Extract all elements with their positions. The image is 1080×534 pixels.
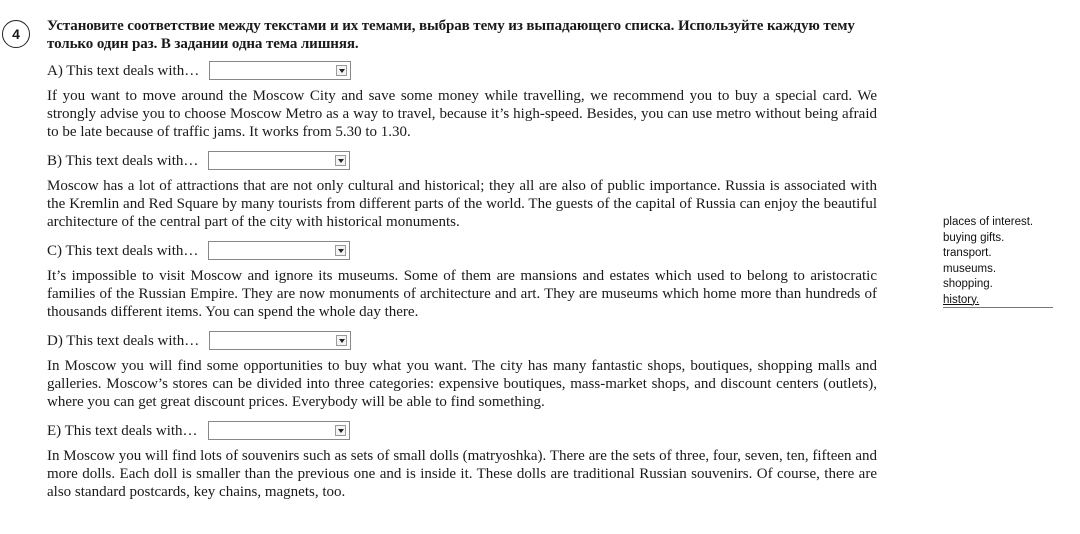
topic-option[interactable]: transport.	[943, 247, 992, 259]
topic-option[interactable]: museums.	[943, 262, 997, 275]
item-e-label: E) This text deals with…	[47, 422, 198, 439]
item-d-dropdown[interactable]	[209, 331, 351, 350]
topic-option[interactable]: history.	[943, 293, 980, 306]
item-c-text: It’s impossible to visit Moscow and ignore its museums. Some of them are mansions and estates which used to belong to aristocratic families of the Russian Empire. They are now monuments of architecture and art. They are museums which home more than hundreds of thousands different items. You can spend the whole day there.	[47, 268, 877, 320]
item-e-text: In Moscow you will find lots of souvenirs such as sets of small dolls (matryoshka). There are the sets of three, four, seven, ten, fifteen and more dolls. Each doll is smaller than the previous one and is inside it. These dolls are traditional Russian souvenirs. Of course, there are also standard postcards, key chains, magnets, too.	[47, 448, 877, 500]
chevron-down-icon[interactable]	[335, 155, 346, 166]
topic-option[interactable]: places of interest.	[943, 216, 1034, 228]
chevron-down-icon[interactable]	[335, 425, 346, 436]
item-d-text: In Moscow you will find some opportunities to buy what you want. The city has many fantastic shops, boutiques, shopping malls and galleries. Moscow’s stores can be divided into three categories: expensive boutiques, mass-market shops, and discount centers (outlets), where you can get great discount prices. Everybody will be able to find something.	[47, 358, 877, 410]
task-number-badge	[2, 20, 30, 48]
item-b-label: B) This text deals with…	[47, 152, 199, 169]
task-instruction: Установите соответствие между текстами и их темами, выбрав тему из выпадающего списка. Используйте каждую тему только один раз. В задании одна тема лишняя.	[47, 18, 855, 52]
chevron-down-icon[interactable]	[336, 335, 347, 346]
item-b-text: Moscow has a lot of attractions that are not only cultural and historical; they all are also of public importance. Russia is associated with the Kremlin and Red Square by many tourists from different parts of the world. The guests of the capital of Russia can enjoy the beautiful architecture of the central part of the city with historical monuments.	[47, 178, 877, 230]
item-e-row	[47, 420, 877, 441]
item-a-label: A) This text deals with…	[47, 62, 200, 79]
topic-option[interactable]: shopping.	[943, 278, 993, 290]
item-b-row	[47, 150, 877, 171]
item-a-dropdown[interactable]	[209, 61, 351, 80]
chevron-down-icon[interactable]	[335, 245, 346, 256]
item-a-row	[47, 60, 877, 81]
task-number: 4	[12, 26, 20, 42]
chevron-down-icon[interactable]	[336, 65, 347, 76]
topic-option[interactable]: buying gifts.	[943, 231, 1005, 244]
topic-options-list	[943, 215, 1053, 308]
item-e-dropdown[interactable]	[208, 421, 350, 440]
item-d-row	[47, 330, 877, 351]
item-c-row	[47, 240, 877, 261]
item-c-dropdown[interactable]	[208, 241, 350, 260]
item-b-dropdown[interactable]	[208, 151, 350, 170]
item-c-label: C) This text deals with…	[47, 242, 199, 259]
item-a-text: If you want to move around the Moscow City and save some money while travelling, we recommend you to buy a special card. We strongly advise you to choose Moscow Metro as a way to travel, because it’s high-speed. Besides, you can use metro without being afraid to be late because of traffic jams. It works from 5.30 to 1.30.	[47, 88, 877, 140]
task-body	[47, 17, 877, 510]
item-d-label: D) This text deals with…	[47, 332, 200, 349]
